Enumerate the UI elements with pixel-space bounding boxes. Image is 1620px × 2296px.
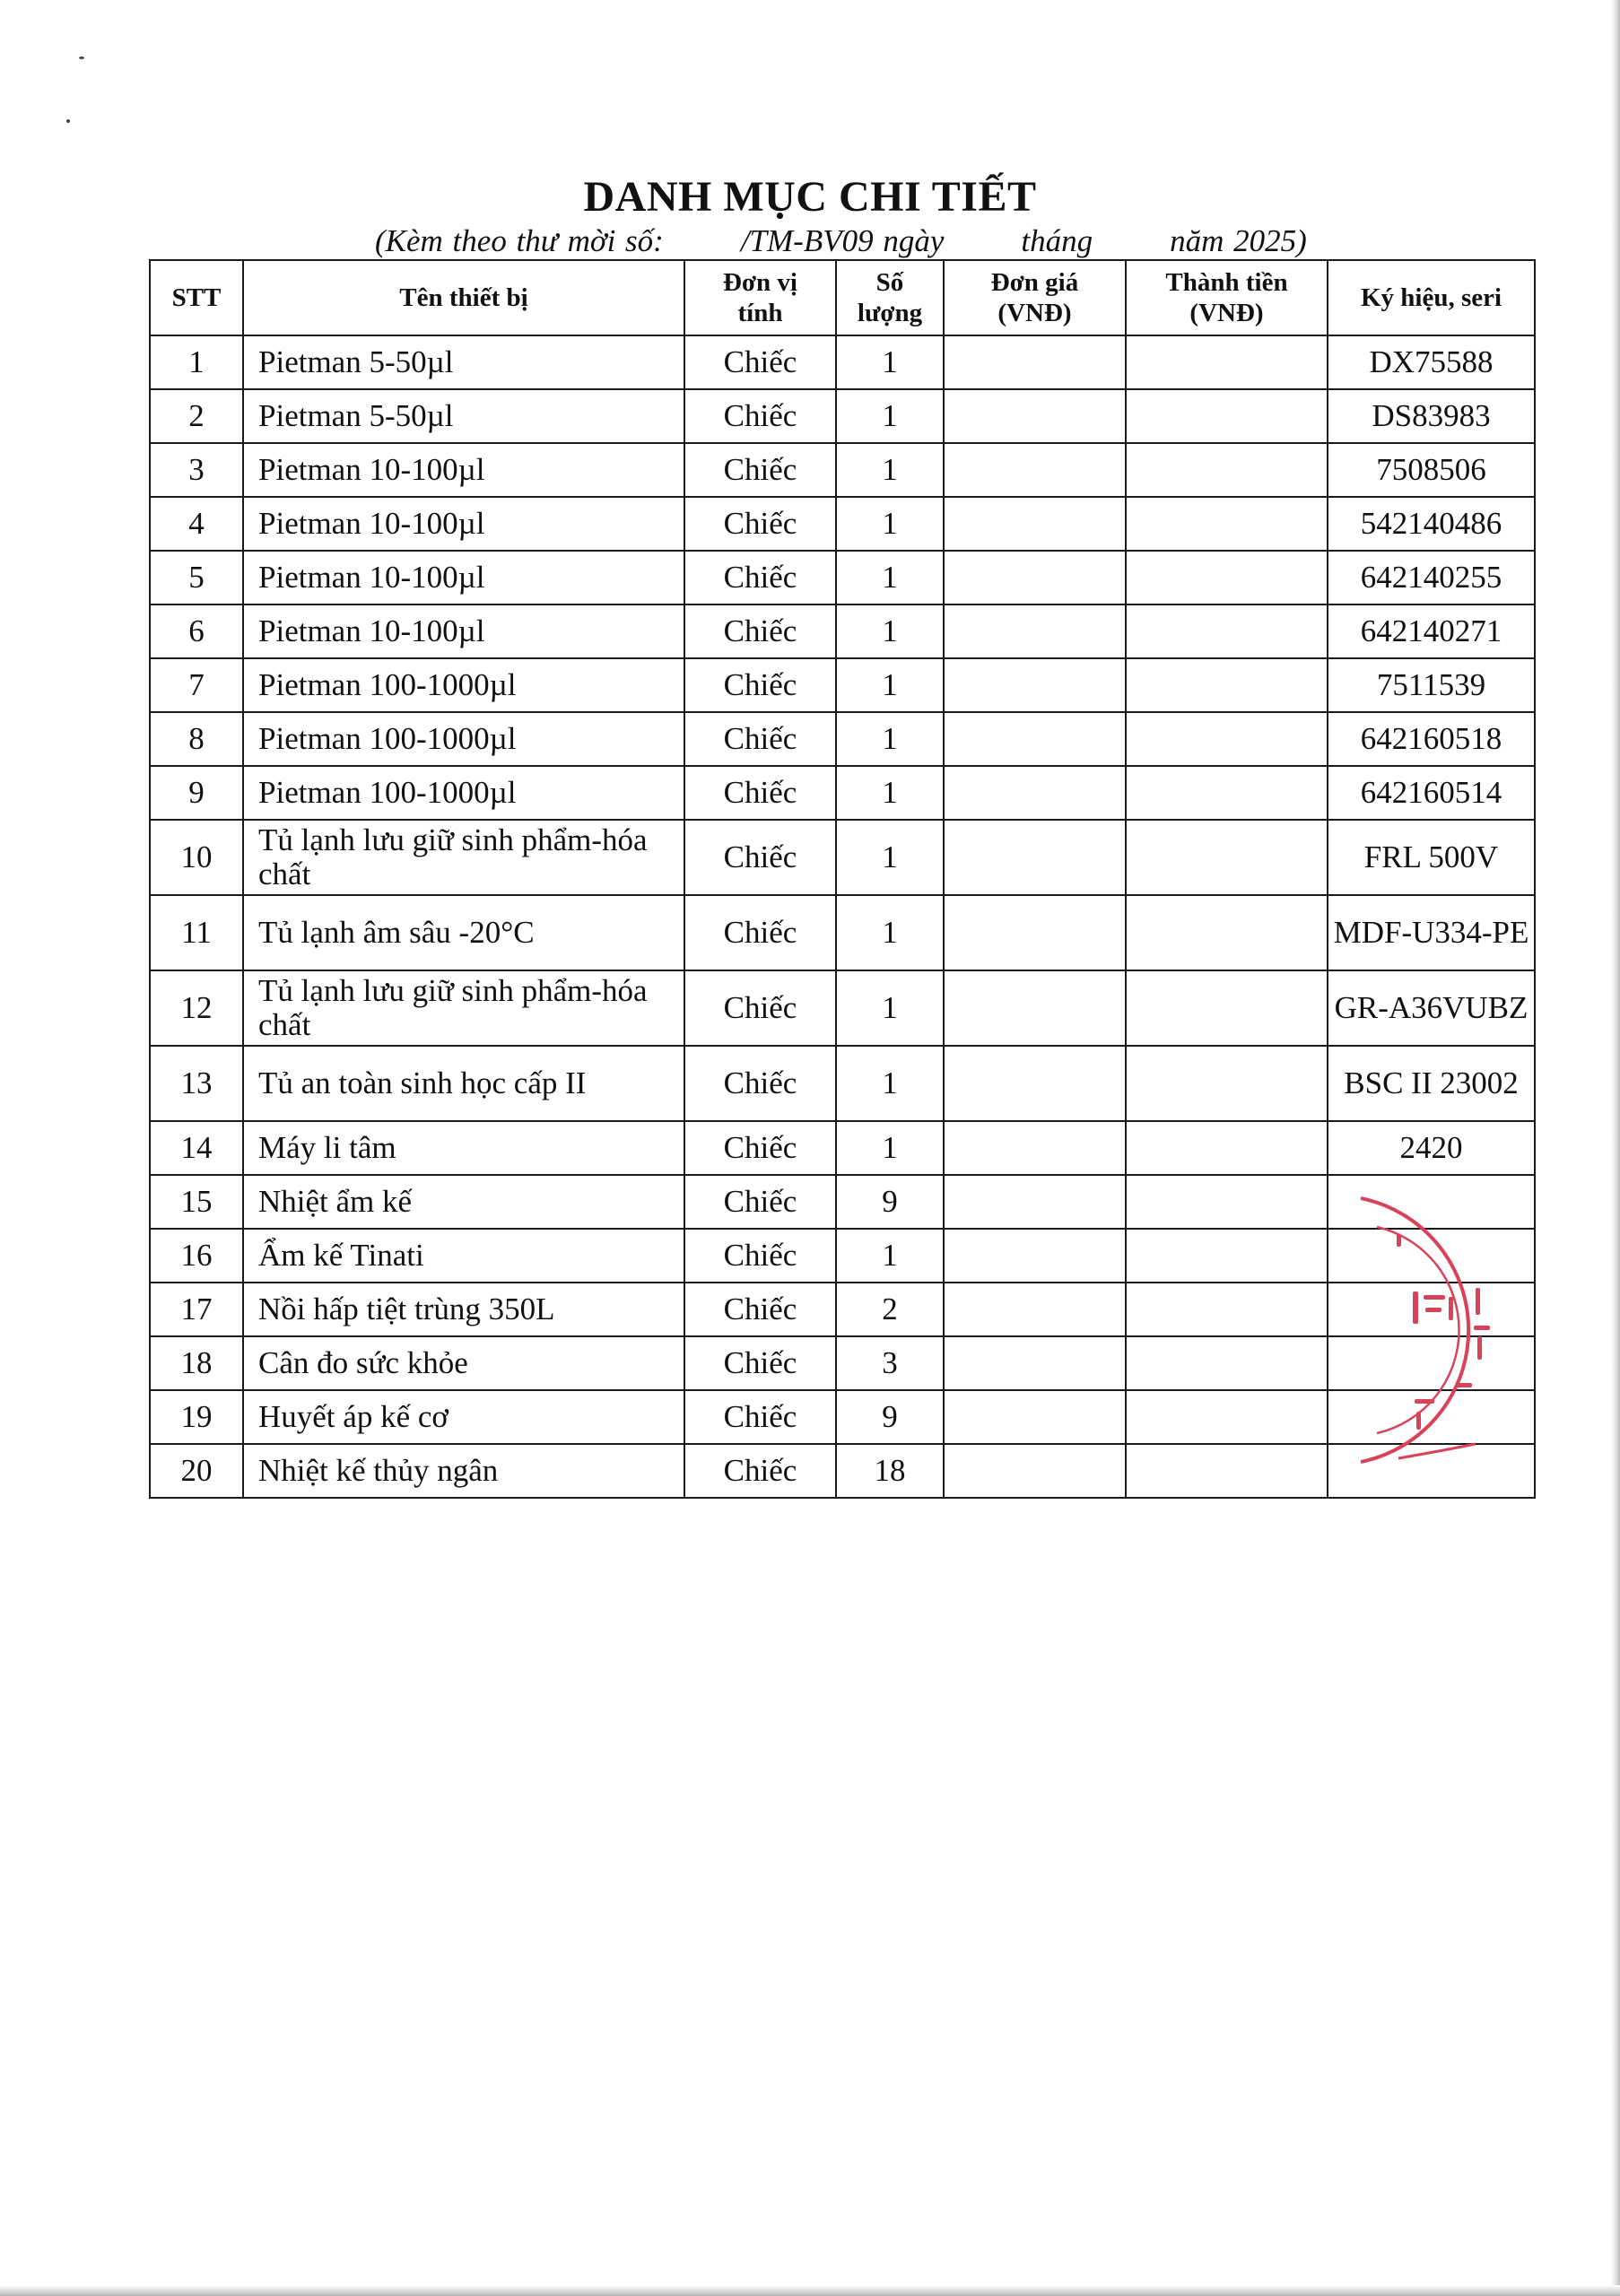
table-row	[150, 820, 1535, 895]
cell-total	[1126, 970, 1328, 1046]
cell-unit: Chiếc	[684, 497, 836, 551]
cell-total	[1126, 1444, 1328, 1498]
cell-unit: Chiếc	[684, 604, 836, 658]
cell-stt: 8	[150, 712, 243, 766]
cell-seri: FRL 500V	[1328, 820, 1535, 895]
table-row	[150, 1046, 1535, 1121]
page-subtitle: (Kèm theo thư mời số: /TM-BV09 ngày tháng năm 2025)	[375, 223, 1307, 258]
cell-price	[944, 895, 1126, 970]
page-title: DANH MỤC CHI TIẾT	[583, 173, 1037, 221]
cell-qty: 1	[836, 658, 944, 712]
header-total-line1: Thành tiền	[1165, 268, 1288, 297]
cell-name: Tủ an toàn sinh học cấp II	[243, 1046, 684, 1121]
cell-stt: 14	[150, 1121, 243, 1175]
cell-qty: 2	[836, 1283, 944, 1336]
cell-total	[1126, 1283, 1328, 1336]
table-row	[150, 1444, 1535, 1498]
cell-unit: Chiếc	[684, 1229, 836, 1283]
cell-name: Pietman 100-1000µl	[243, 766, 684, 820]
table-row	[150, 712, 1535, 766]
cell-stt: 1	[150, 335, 243, 389]
table-row	[150, 1229, 1535, 1283]
table-row	[150, 604, 1535, 658]
header-unit-line2: tính	[737, 299, 783, 327]
cell-qty: 1	[836, 1229, 944, 1283]
cell-unit: Chiếc	[684, 970, 836, 1046]
cell-name: Pietman 100-1000µl	[243, 712, 684, 766]
header-stt: STT	[150, 260, 243, 335]
header-qty	[836, 260, 944, 335]
cell-total	[1126, 820, 1328, 895]
cell-total	[1126, 1336, 1328, 1390]
cell-price	[944, 335, 1126, 389]
header-price-line2: (VNĐ)	[997, 299, 1072, 327]
cell-stt: 13	[150, 1046, 243, 1121]
header-price-line1: Đơn giá	[990, 268, 1079, 297]
cell-price	[944, 443, 1126, 497]
cell-unit: Chiếc	[684, 443, 836, 497]
cell-price	[944, 551, 1126, 604]
table-row	[150, 1390, 1535, 1444]
cell-stt: 12	[150, 970, 243, 1046]
cell-price	[944, 389, 1126, 443]
table-row	[150, 497, 1535, 551]
header-total	[1126, 260, 1328, 335]
table-row	[150, 895, 1535, 970]
cell-total	[1126, 551, 1328, 604]
cell-stt: 6	[150, 604, 243, 658]
cell-unit: Chiếc	[684, 335, 836, 389]
header-total-line2: (VNĐ)	[1189, 299, 1264, 327]
cell-qty: 1	[836, 443, 944, 497]
cell-seri: 642140271	[1328, 604, 1535, 658]
cell-stt: 11	[150, 895, 243, 970]
cell-qty: 1	[836, 389, 944, 443]
table-row	[150, 1175, 1535, 1229]
cell-price	[944, 1390, 1126, 1444]
cell-price	[944, 712, 1126, 766]
cell-stt: 4	[150, 497, 243, 551]
cell-qty: 1	[836, 970, 944, 1046]
cell-unit: Chiếc	[684, 1046, 836, 1121]
cell-unit: Chiếc	[684, 1444, 836, 1498]
cell-seri: 7511539	[1328, 658, 1535, 712]
cell-total	[1126, 604, 1328, 658]
cell-seri	[1328, 1229, 1535, 1283]
cell-unit: Chiếc	[684, 895, 836, 970]
cell-unit: Chiếc	[684, 1390, 836, 1444]
header-unit-line1: Đơn vị	[723, 268, 797, 297]
cell-name: Tủ lạnh âm sâu -20°C	[243, 895, 684, 970]
cell-seri	[1328, 1390, 1535, 1444]
table-row	[150, 766, 1535, 820]
scan-edge-right	[1611, 0, 1620, 2296]
table-row	[150, 335, 1535, 389]
cell-stt: 20	[150, 1444, 243, 1498]
table-row	[150, 1283, 1535, 1336]
table-row	[150, 389, 1535, 443]
cell-price	[944, 820, 1126, 895]
cell-stt: 15	[150, 1175, 243, 1229]
cell-total	[1126, 1046, 1328, 1121]
cell-total	[1126, 766, 1328, 820]
cell-total	[1126, 443, 1328, 497]
cell-qty: 1	[836, 712, 944, 766]
cell-seri: 7508506	[1328, 443, 1535, 497]
cell-unit: Chiếc	[684, 712, 836, 766]
header-unit	[684, 260, 836, 335]
cell-qty: 1	[836, 820, 944, 895]
header-seri: Ký hiệu, seri	[1328, 260, 1535, 335]
cell-name: Pietman 100-1000µl	[243, 658, 684, 712]
cell-unit: Chiếc	[684, 551, 836, 604]
cell-stt: 19	[150, 1390, 243, 1444]
table-row	[150, 658, 1535, 712]
cell-stt: 3	[150, 443, 243, 497]
cell-qty: 1	[836, 497, 944, 551]
table-row	[150, 443, 1535, 497]
cell-seri: GR-A36VUBZ	[1328, 970, 1535, 1046]
cell-qty: 9	[836, 1390, 944, 1444]
cell-name: Nhiệt kế thủy ngân	[243, 1444, 684, 1498]
cell-qty: 1	[836, 551, 944, 604]
cell-name: Máy li tâm	[243, 1121, 684, 1175]
cell-name: Ẩm kế Tinati	[243, 1229, 684, 1283]
scan-speck	[79, 57, 84, 59]
cell-name: Pietman 10-100µl	[243, 443, 684, 497]
table-row	[150, 970, 1535, 1046]
table-header-row	[150, 260, 1535, 335]
cell-total	[1126, 1121, 1328, 1175]
cell-seri: 642160514	[1328, 766, 1535, 820]
cell-total	[1126, 1175, 1328, 1229]
cell-name: Pietman 10-100µl	[243, 551, 684, 604]
cell-seri	[1328, 1175, 1535, 1229]
cell-qty: 1	[836, 604, 944, 658]
cell-stt: 18	[150, 1336, 243, 1390]
cell-stt: 9	[150, 766, 243, 820]
cell-unit: Chiếc	[684, 1121, 836, 1175]
cell-price	[944, 658, 1126, 712]
cell-name: Tủ lạnh lưu giữ sinh phẩm-hóa chất	[243, 970, 684, 1046]
cell-unit: Chiếc	[684, 658, 836, 712]
cell-qty: 1	[836, 335, 944, 389]
cell-seri: DS83983	[1328, 389, 1535, 443]
cell-qty: 3	[836, 1336, 944, 1390]
cell-unit: Chiếc	[684, 820, 836, 895]
cell-price	[944, 604, 1126, 658]
cell-name: Pietman 10-100µl	[243, 497, 684, 551]
cell-price	[944, 1229, 1126, 1283]
cell-stt: 7	[150, 658, 243, 712]
cell-total	[1126, 335, 1328, 389]
cell-seri	[1328, 1283, 1535, 1336]
cell-price	[944, 970, 1126, 1046]
cell-price	[944, 1175, 1126, 1229]
cell-price	[944, 1336, 1126, 1390]
cell-total	[1126, 1229, 1328, 1283]
cell-total	[1126, 895, 1328, 970]
scan-speck	[66, 119, 70, 123]
cell-unit: Chiếc	[684, 389, 836, 443]
cell-seri: 542140486	[1328, 497, 1535, 551]
cell-price	[944, 1283, 1126, 1336]
cell-name: Nồi hấp tiệt trùng 350L	[243, 1283, 684, 1336]
cell-qty: 1	[836, 766, 944, 820]
cell-stt: 16	[150, 1229, 243, 1283]
cell-total	[1126, 712, 1328, 766]
cell-price	[944, 766, 1126, 820]
cell-total	[1126, 658, 1328, 712]
header-qty-line1: Số	[875, 268, 904, 297]
cell-name: Pietman 5-50µl	[243, 335, 684, 389]
cell-qty: 1	[836, 1121, 944, 1175]
cell-price	[944, 497, 1126, 551]
cell-seri: BSC II 23002	[1328, 1046, 1535, 1121]
cell-stt: 2	[150, 389, 243, 443]
table-row	[150, 1336, 1535, 1390]
cell-name: Cân đo sức khỏe	[243, 1336, 684, 1390]
cell-seri	[1328, 1336, 1535, 1390]
cell-seri: 642160518	[1328, 712, 1535, 766]
cell-name: Huyết áp kế cơ	[243, 1390, 684, 1444]
cell-unit: Chiếc	[684, 1336, 836, 1390]
cell-name: Nhiệt ẩm kế	[243, 1175, 684, 1229]
cell-seri: DX75588	[1328, 335, 1535, 389]
cell-total	[1126, 497, 1328, 551]
cell-qty: 1	[836, 1046, 944, 1121]
cell-price	[944, 1444, 1126, 1498]
cell-stt: 10	[150, 820, 243, 895]
cell-stt: 17	[150, 1283, 243, 1336]
scan-edge-bottom	[0, 2285, 1620, 2296]
header-name: Tên thiết bị	[243, 260, 684, 335]
cell-seri	[1328, 1444, 1535, 1498]
header-qty-line2: lượng	[857, 299, 923, 327]
cell-price	[944, 1046, 1126, 1121]
cell-name: Pietman 10-100µl	[243, 604, 684, 658]
cell-price	[944, 1121, 1126, 1175]
cell-seri: 2420	[1328, 1121, 1535, 1175]
cell-unit: Chiếc	[684, 1175, 836, 1229]
equipment-table	[149, 259, 1536, 1499]
cell-qty: 1	[836, 895, 944, 970]
cell-unit: Chiếc	[684, 766, 836, 820]
cell-name: Pietman 5-50µl	[243, 389, 684, 443]
cell-name: Tủ lạnh lưu giữ sinh phẩm-hóa chất	[243, 820, 684, 895]
cell-stt: 5	[150, 551, 243, 604]
header-price	[944, 260, 1126, 335]
cell-seri: MDF-U334-PE	[1328, 895, 1535, 970]
cell-qty: 9	[836, 1175, 944, 1229]
cell-total	[1126, 1390, 1328, 1444]
table-row	[150, 551, 1535, 604]
cell-seri: 642140255	[1328, 551, 1535, 604]
cell-qty: 18	[836, 1444, 944, 1498]
cell-total	[1126, 389, 1328, 443]
table-row	[150, 1121, 1535, 1175]
cell-unit: Chiếc	[684, 1283, 836, 1336]
